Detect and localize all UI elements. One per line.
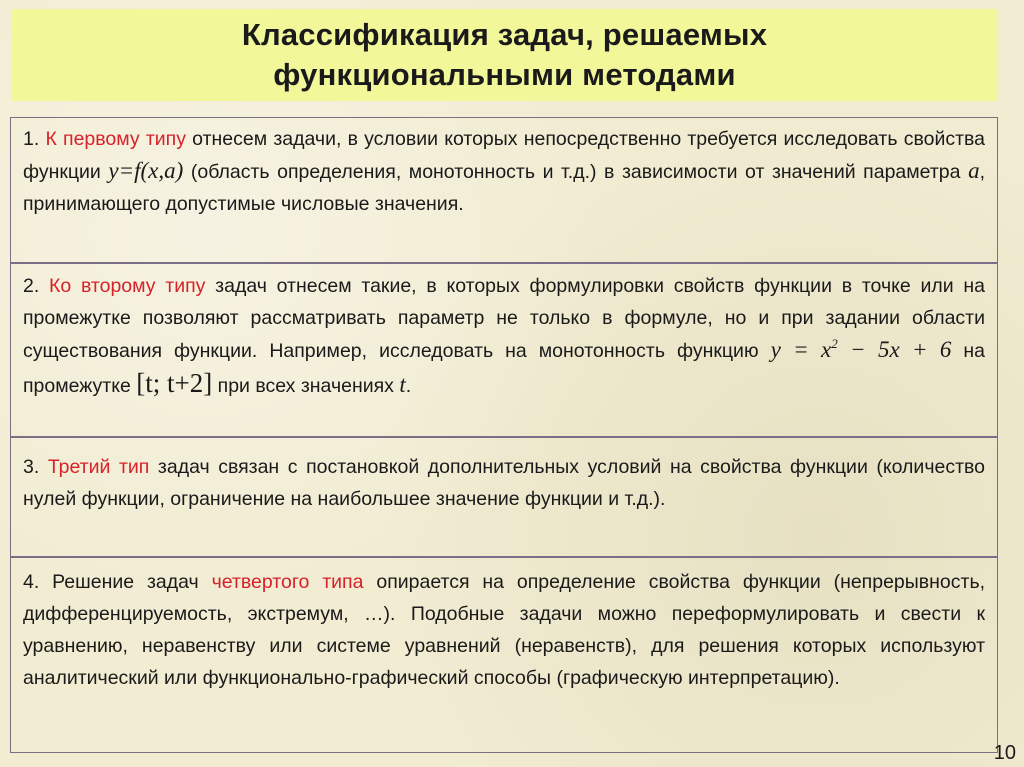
type-1-highlight: К первому типу [45, 128, 186, 150]
type-2-section [11, 270, 997, 402]
type-4-section [11, 566, 997, 694]
type-2-text-a: задач отнесем такие, в которых формулировки свойств функции в точке или на промежутке позволяют рассматривать параметр не только в формуле, но и при задании области существования функции. Например, исследовать на монотонность функцию [23, 275, 985, 362]
type-3-section [11, 451, 997, 515]
type-4-highlight: четвертого типа [211, 571, 364, 593]
type-1-text-b: (область определения, монотонность и т.д.) в зависимости от значений параметра [190, 161, 961, 183]
page-title [242, 15, 767, 95]
type-2-formula [771, 337, 952, 362]
type-2-text-d: . [405, 375, 412, 397]
type-2-formula-rhs: − 5x + 6 [837, 337, 952, 362]
type-1-text-a: отнесем задачи, в условии которых непосредственно требуется исследовать свойства функции [23, 128, 986, 183]
type-1-text-c: , принимающего допустимые числовые значения. [23, 161, 985, 215]
type-1-formula: y=f(x,a) [108, 158, 184, 183]
section-divider [11, 262, 997, 264]
title-line-2: функциональными методами [273, 57, 736, 92]
type-1-number: 1. [23, 128, 40, 150]
type-4-text: опирается на определение свойства функции (непрерывность, дифференцируемость, экстремум, …). Подобные задачи можно переформулировать и свести к уравнению, неравенству или системе уравнений (неравенств), для решения которых используют аналитический или функционально-графический способы (графическую интерпретацию). [23, 571, 986, 689]
title-banner [12, 9, 997, 101]
section-divider [11, 436, 997, 438]
type-3-number: 3. [23, 456, 40, 478]
type-2-number: 2. [23, 275, 40, 297]
type-2-interval: [t; t+2] [136, 368, 213, 398]
type-3-text: задач связан с постановкой дополнительных условий на свойства функции (количество нулей функции, ограничение на наибольшее значение функции и т.д.). [23, 456, 985, 510]
type-2-text-b: на промежутке [23, 340, 986, 397]
title-line-1: Классификация задач, решаемых [241, 17, 768, 52]
type-1-param: a [968, 158, 980, 183]
type-2-text-c: при всех значениях [217, 375, 394, 397]
type-2-param: t [399, 372, 406, 397]
type-2-highlight: Ко второму типу [49, 275, 206, 297]
page-number: 10 [993, 742, 1016, 764]
type-3-highlight: Третий тип [47, 456, 150, 478]
type-4-number: 4. Решение задач [23, 571, 199, 593]
section-divider [11, 556, 997, 558]
type-2-formula-exponent: 2 [831, 336, 838, 351]
type-1-section [11, 123, 997, 220]
type-2-formula-lhs: y = x [770, 337, 832, 362]
classification-panel [10, 117, 998, 753]
